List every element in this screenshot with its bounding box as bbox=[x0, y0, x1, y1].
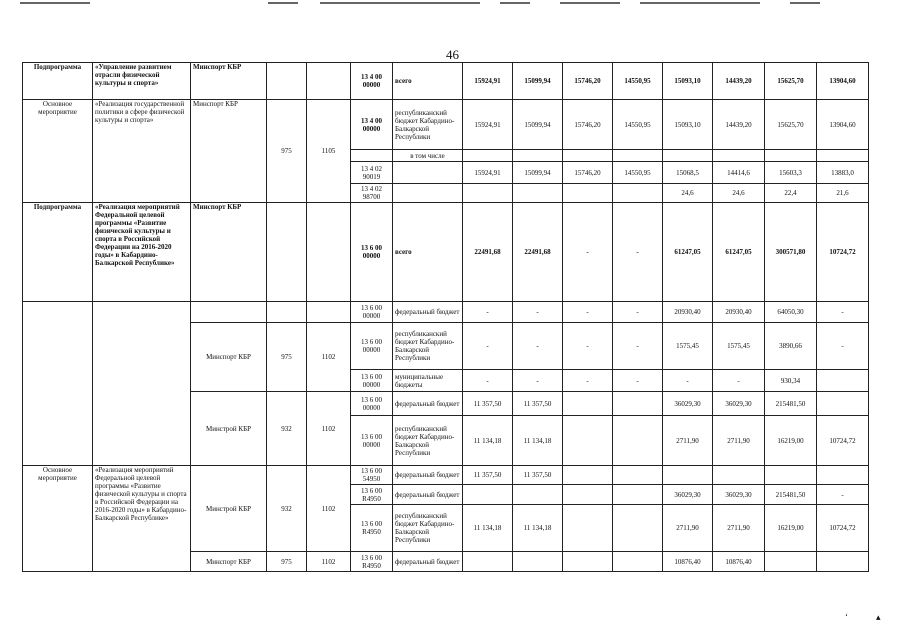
code-cell: 13 6 00 00000 bbox=[351, 370, 393, 392]
value-cell: 13883,0 bbox=[817, 162, 869, 184]
value-cell: 14550,95 bbox=[613, 100, 663, 150]
row-name-cell: «Реализация мероприятий Федеральной целевой программы «Развитие физической культуры и спорта в Российской Федерации на 2016-2020 годы» в Кабардино-Балкарской Республике» bbox=[93, 466, 191, 572]
value-cell: - bbox=[463, 323, 513, 370]
value-cell: - bbox=[817, 323, 869, 370]
scan-top-line bbox=[268, 2, 298, 4]
row-type-cell: Основное мероприятие bbox=[23, 466, 93, 572]
grbs-cell bbox=[267, 302, 307, 323]
source-cell bbox=[393, 162, 463, 184]
value-cell bbox=[613, 150, 663, 162]
executor-cell: Минстрой КБР bbox=[191, 392, 267, 466]
value-cell bbox=[713, 466, 765, 485]
value-cell: 15099,94 bbox=[513, 100, 563, 150]
value-cell: 215481,50 bbox=[765, 485, 817, 505]
row-name-cell: «Реализация мероприятий Федеральной целевой программы «Развитие физической культуры и спорта в Российской Федерации на 2016-2020 годы» в Кабардино-Балкарской Республике» bbox=[93, 203, 191, 302]
value-cell: 14439,20 bbox=[713, 100, 765, 150]
scan-mark: ‘ bbox=[845, 612, 848, 622]
value-cell: 24,6 bbox=[713, 184, 765, 203]
grbs-cell bbox=[267, 63, 307, 100]
value-cell bbox=[713, 150, 765, 162]
value-cell bbox=[563, 552, 613, 572]
value-cell: 1575,45 bbox=[713, 323, 765, 370]
value-cell: 2711,90 bbox=[713, 416, 765, 466]
value-cell: 15603,3 bbox=[765, 162, 817, 184]
value-cell: 64050,30 bbox=[765, 302, 817, 323]
value-cell: - bbox=[513, 323, 563, 370]
executor-cell bbox=[191, 302, 267, 323]
value-cell bbox=[613, 505, 663, 552]
value-cell: 21,6 bbox=[817, 184, 869, 203]
value-cell bbox=[513, 184, 563, 203]
value-cell bbox=[513, 552, 563, 572]
value-cell: - bbox=[463, 370, 513, 392]
value-cell bbox=[765, 552, 817, 572]
value-cell: 20930,40 bbox=[713, 302, 765, 323]
value-cell: - bbox=[513, 370, 563, 392]
row-name-cell: «Управление развитием отрасли физической культуры и спорта» bbox=[93, 63, 191, 100]
value-cell bbox=[817, 466, 869, 485]
code-cell bbox=[351, 150, 393, 162]
budget-table bbox=[22, 62, 869, 572]
source-cell: в том числе bbox=[393, 150, 463, 162]
value-cell: 61247,05 bbox=[713, 203, 765, 302]
value-cell: 215481,50 bbox=[765, 392, 817, 416]
value-cell: 13904,60 bbox=[817, 63, 869, 100]
value-cell: 10724,72 bbox=[817, 505, 869, 552]
value-cell bbox=[765, 466, 817, 485]
value-cell: 16219,00 bbox=[765, 416, 817, 466]
value-cell: 14550,95 bbox=[613, 162, 663, 184]
value-cell: 300571,80 bbox=[765, 203, 817, 302]
page-number: 46 bbox=[446, 47, 459, 62]
value-cell: 11 134,18 bbox=[513, 505, 563, 552]
value-cell: - bbox=[817, 485, 869, 505]
value-cell: - bbox=[613, 323, 663, 370]
scan-top-line bbox=[560, 2, 620, 4]
rz-cell: 1105 bbox=[307, 100, 351, 203]
grbs-cell: 932 bbox=[267, 466, 307, 552]
executor-cell: Минспорт КБР bbox=[191, 100, 267, 203]
value-cell: 3890,66 bbox=[765, 323, 817, 370]
code-cell: 13 6 00 R4950 bbox=[351, 505, 393, 552]
value-cell: - bbox=[463, 302, 513, 323]
value-cell: 15093,10 bbox=[663, 100, 713, 150]
executor-cell: Минспорт КБР bbox=[191, 63, 267, 100]
scan-top-line bbox=[790, 2, 820, 4]
value-cell: - bbox=[613, 302, 663, 323]
row-name-cell bbox=[93, 302, 191, 466]
table-row bbox=[23, 63, 869, 100]
value-cell: 14414,6 bbox=[713, 162, 765, 184]
value-cell: 10724,72 bbox=[817, 203, 869, 302]
value-cell bbox=[563, 466, 613, 485]
source-cell: республиканский бюджет Кабардино-Балкарской Республики bbox=[393, 505, 463, 552]
value-cell: 10876,40 bbox=[663, 552, 713, 572]
value-cell bbox=[563, 505, 613, 552]
value-cell: - bbox=[817, 302, 869, 323]
source-cell: федеральный бюджет bbox=[393, 466, 463, 485]
grbs-cell: 975 bbox=[267, 552, 307, 572]
value-cell bbox=[663, 466, 713, 485]
value-cell bbox=[563, 485, 613, 505]
value-cell: - bbox=[613, 370, 663, 392]
scan-mark: ▴ bbox=[876, 612, 881, 622]
executor-cell: Минстрой КБР bbox=[191, 466, 267, 552]
value-cell bbox=[513, 485, 563, 505]
row-name-cell: «Реализация государственной политики в сфере физической культуры и спорта» bbox=[93, 100, 191, 203]
value-cell: 15068,5 bbox=[663, 162, 713, 184]
value-cell bbox=[463, 184, 513, 203]
value-cell bbox=[463, 552, 513, 572]
rz-cell: 1102 bbox=[307, 392, 351, 466]
rz-cell bbox=[307, 203, 351, 302]
value-cell bbox=[613, 416, 663, 466]
code-cell: 13 4 00 00000 bbox=[351, 100, 393, 150]
value-cell: 22,4 bbox=[765, 184, 817, 203]
value-cell: 15746,20 bbox=[563, 162, 613, 184]
value-cell bbox=[613, 552, 663, 572]
value-cell: 11 357,50 bbox=[463, 392, 513, 416]
rz-cell: 1102 bbox=[307, 552, 351, 572]
value-cell: 20930,40 bbox=[663, 302, 713, 323]
value-cell bbox=[563, 392, 613, 416]
value-cell: 36029,30 bbox=[663, 392, 713, 416]
value-cell: 22491,68 bbox=[513, 203, 563, 302]
value-cell: 1575,45 bbox=[663, 323, 713, 370]
code-cell: 13 6 00 R4950 bbox=[351, 552, 393, 572]
value-cell: 36029,30 bbox=[713, 392, 765, 416]
source-cell: всего bbox=[393, 203, 463, 302]
value-cell bbox=[463, 485, 513, 505]
value-cell bbox=[613, 184, 663, 203]
row-type-cell bbox=[23, 302, 93, 466]
source-cell: всего bbox=[393, 63, 463, 100]
row-type-cell: Подпрограмма bbox=[23, 203, 93, 302]
value-cell: 11 134,18 bbox=[463, 416, 513, 466]
value-cell: 2711,90 bbox=[663, 416, 713, 466]
value-cell: - bbox=[713, 370, 765, 392]
value-cell bbox=[563, 416, 613, 466]
code-cell: 13 6 00 54950 bbox=[351, 466, 393, 485]
value-cell: 11 134,18 bbox=[513, 416, 563, 466]
value-cell: 11 134,18 bbox=[463, 505, 513, 552]
value-cell: 15093,10 bbox=[663, 63, 713, 100]
source-cell: федеральный бюджет bbox=[393, 552, 463, 572]
value-cell bbox=[513, 150, 563, 162]
code-cell: 13 4 02 90019 bbox=[351, 162, 393, 184]
scan-top-line bbox=[640, 2, 760, 4]
value-cell: - bbox=[663, 370, 713, 392]
value-cell: 15746,20 bbox=[563, 100, 613, 150]
value-cell: - bbox=[563, 203, 613, 302]
value-cell: 36029,30 bbox=[663, 485, 713, 505]
rz-cell: 1102 bbox=[307, 323, 351, 392]
code-cell: 13 6 00 R4950 bbox=[351, 485, 393, 505]
value-cell: 10876,40 bbox=[713, 552, 765, 572]
code-cell: 13 4 02 98700 bbox=[351, 184, 393, 203]
source-cell bbox=[393, 184, 463, 203]
grbs-cell: 932 bbox=[267, 392, 307, 466]
value-cell bbox=[463, 150, 513, 162]
scan-top-line bbox=[20, 2, 90, 4]
rz-cell bbox=[307, 63, 351, 100]
value-cell: 15746,20 bbox=[563, 63, 613, 100]
value-cell: 36029,30 bbox=[713, 485, 765, 505]
value-cell: - bbox=[513, 302, 563, 323]
source-cell: федеральный бюджет bbox=[393, 392, 463, 416]
value-cell: 11 357,50 bbox=[463, 466, 513, 485]
value-cell: 10724,72 bbox=[817, 416, 869, 466]
executor-cell: Минспорт КБР bbox=[191, 323, 267, 392]
value-cell bbox=[563, 150, 613, 162]
code-cell: 13 6 00 00000 bbox=[351, 203, 393, 302]
value-cell: 15924,91 bbox=[463, 162, 513, 184]
value-cell: 2711,90 bbox=[713, 505, 765, 552]
code-cell: 13 6 00 00000 bbox=[351, 302, 393, 323]
value-cell bbox=[613, 485, 663, 505]
code-cell: 13 6 00 00000 bbox=[351, 323, 393, 370]
table-row bbox=[23, 466, 869, 485]
value-cell bbox=[663, 150, 713, 162]
row-type-cell: Основное мероприятие bbox=[23, 100, 93, 203]
value-cell: - bbox=[563, 370, 613, 392]
value-cell bbox=[563, 184, 613, 203]
value-cell: 15924,91 bbox=[463, 100, 513, 150]
value-cell bbox=[817, 150, 869, 162]
value-cell: 11 357,50 bbox=[513, 466, 563, 485]
value-cell: 15099,94 bbox=[513, 162, 563, 184]
table-row bbox=[23, 100, 869, 150]
value-cell: 930,34 bbox=[765, 370, 817, 392]
value-cell: - bbox=[563, 302, 613, 323]
code-cell: 13 4 00 00000 bbox=[351, 63, 393, 100]
value-cell: 16219,00 bbox=[765, 505, 817, 552]
grbs-cell bbox=[267, 203, 307, 302]
value-cell bbox=[613, 392, 663, 416]
value-cell: 24,6 bbox=[663, 184, 713, 203]
value-cell bbox=[817, 370, 869, 392]
value-cell: 13904,60 bbox=[817, 100, 869, 150]
value-cell: 2711,90 bbox=[663, 505, 713, 552]
source-cell: республиканский бюджет Кабардино-Балкарской Республики bbox=[393, 100, 463, 150]
value-cell: - bbox=[613, 203, 663, 302]
rz-cell: 1102 bbox=[307, 466, 351, 552]
source-cell: республиканский бюджет Кабардино-Балкарской Республики bbox=[393, 416, 463, 466]
source-cell: федеральный бюджет bbox=[393, 302, 463, 323]
code-cell: 13 6 00 00000 bbox=[351, 392, 393, 416]
value-cell: 14550,95 bbox=[613, 63, 663, 100]
grbs-cell: 975 bbox=[267, 323, 307, 392]
executor-cell: Минспорт КБР bbox=[191, 203, 267, 302]
row-type-cell: Подпрограмма bbox=[23, 63, 93, 100]
source-cell: республиканский бюджет Кабардино-Балкарской Республики bbox=[393, 323, 463, 370]
value-cell: 15099,94 bbox=[513, 63, 563, 100]
scan-top-line bbox=[500, 2, 530, 4]
value-cell: 61247,05 bbox=[663, 203, 713, 302]
table-row bbox=[23, 203, 869, 302]
value-cell bbox=[817, 392, 869, 416]
executor-cell: Минспорт КБР bbox=[191, 552, 267, 572]
grbs-cell: 975 bbox=[267, 100, 307, 203]
value-cell: 15924,91 bbox=[463, 63, 513, 100]
code-cell: 13 6 00 00000 bbox=[351, 416, 393, 466]
value-cell bbox=[765, 150, 817, 162]
scan-top-line bbox=[320, 2, 480, 4]
table-row bbox=[23, 302, 869, 323]
value-cell: - bbox=[563, 323, 613, 370]
value-cell: 11 357,50 bbox=[513, 392, 563, 416]
value-cell: 15625,70 bbox=[765, 63, 817, 100]
value-cell bbox=[817, 552, 869, 572]
source-cell: федеральный бюджет bbox=[393, 485, 463, 505]
value-cell bbox=[613, 466, 663, 485]
value-cell: 14439,20 bbox=[713, 63, 765, 100]
source-cell: муниципальные бюджеты bbox=[393, 370, 463, 392]
value-cell: 22491,68 bbox=[463, 203, 513, 302]
value-cell: 15625,70 bbox=[765, 100, 817, 150]
rz-cell bbox=[307, 302, 351, 323]
